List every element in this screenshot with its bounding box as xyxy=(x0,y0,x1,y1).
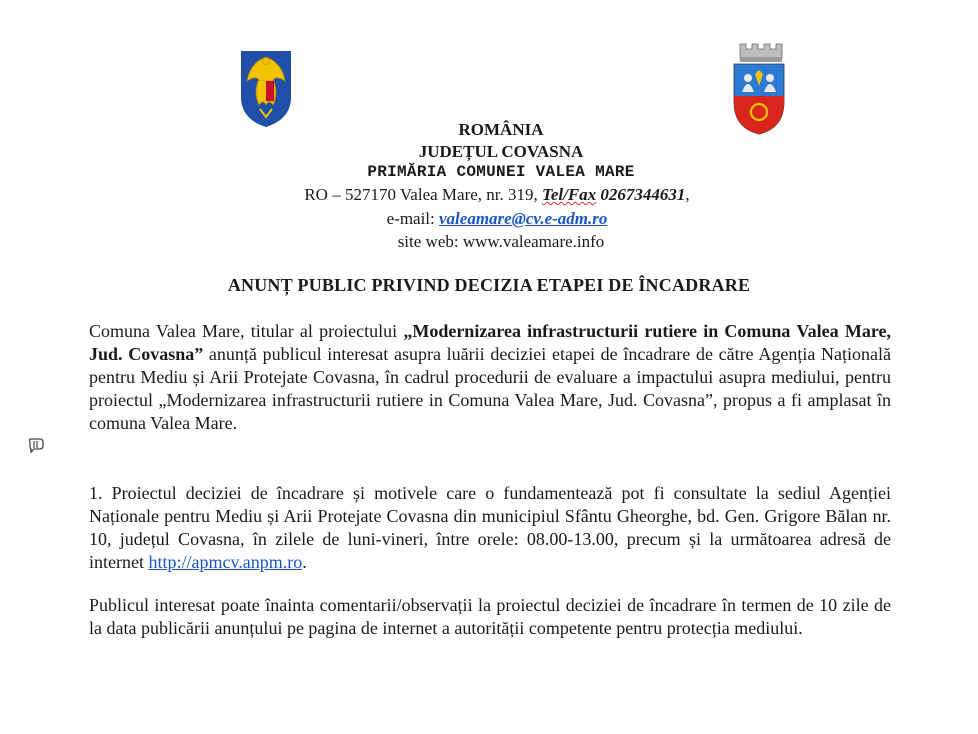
header-country: ROMÂNIA xyxy=(458,120,544,139)
telfax-label xyxy=(542,185,685,204)
header-county: JUDEȚUL COVASNA xyxy=(418,142,584,161)
email-link[interactable]: valeamare@cv.e-adm.ro xyxy=(439,209,608,228)
paragraph-announcement xyxy=(89,320,891,435)
telfax-label-text: Tel/Fax xyxy=(542,185,597,204)
document-title: ANUNȚ PUBLIC PRIVIND DECIZIA ETAPEI DE ÎNCADRARE xyxy=(227,275,751,295)
header-town-hall: PRIMĂRIA COMUNEI VALEA MARE xyxy=(367,163,635,181)
project-name: „Modernizarea infrastructurii rutiere in Comuna Valea Mare, Jud. Covasna” xyxy=(89,321,892,364)
paragraph-comments: Publicul interesat poate înainta comentarii/observații la proiectul deciziei de încadrare în termen de 10 zile de la data publicării anunțului pe pagina de internet a autorității competente pentru protecția mediului. xyxy=(89,595,891,638)
paragraph-consultation xyxy=(89,482,891,574)
paragraph2-end: . xyxy=(302,552,307,572)
header-website: site web: www.valeamare.info xyxy=(397,232,605,251)
address-suffix: , xyxy=(685,185,690,204)
apm-link[interactable]: http://apmcv.anpm.ro xyxy=(148,552,303,572)
romania-coat-of-arms-icon xyxy=(237,47,295,129)
email-label: e-mail: xyxy=(386,209,440,228)
paragraph2-text: 1. Proiectul deciziei de încadrare și motivele care o fundamentează pot fi consultate la sediul Agenției Naționale pentru Mediu și Arii Protejate Covasna din municipiul Sfântu Gheorghe, bd. Gen. Grigore Bălan nr. 10, județul Covasna, în zilele de luni-vineri, între orele: 08.00-13.00, precum și la următoarea adresă de internet xyxy=(89,483,891,572)
paragraph1-intro: Comuna Valea Mare, titular al proiectului xyxy=(89,321,404,341)
header-address xyxy=(8,185,978,205)
paragraph1-body: anunță publicul interesat asupra luării deciziei etapei de încadrare de către Agenția Națională pentru Mediu și Arii Protejate Covasna, în cadrul procedurii de evaluare a impactului asupra mediului, pentru proiectul „Modernizarea infrastructurii rutiere in Comuna Valea Mare, Jud. Covasna”, propus a fi amplasat în comuna Valea Mare. xyxy=(89,344,891,433)
telfax-number: 0267344631 xyxy=(596,185,686,204)
header-email-line xyxy=(8,209,978,229)
comment-balloon-icon[interactable] xyxy=(27,436,47,454)
address-text: RO – 527170 Valea Mare, nr. 319, xyxy=(304,185,542,204)
